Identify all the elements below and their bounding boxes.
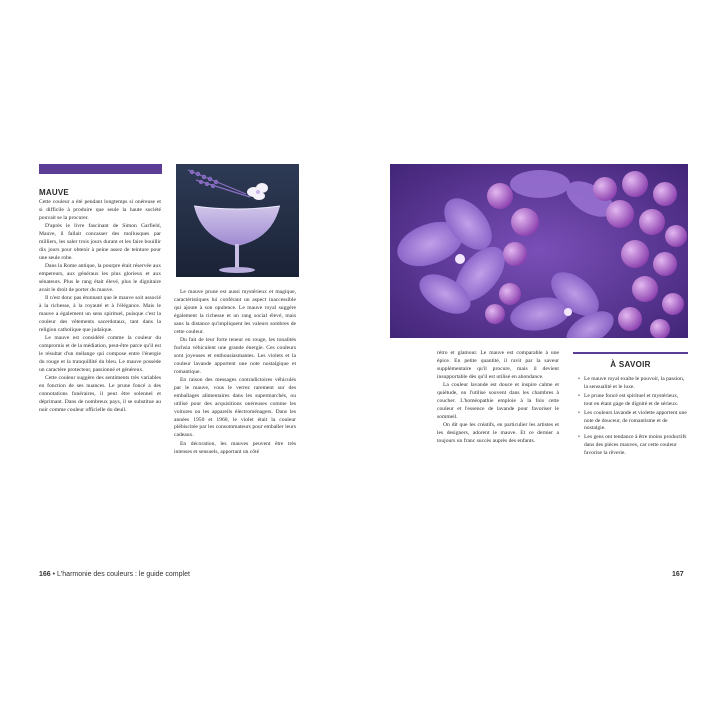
lilac-flowers-photo (390, 164, 688, 338)
paragraph: On dit que les créatifs, en particulier les artistes et les designers, adorent le mauve. Et ce dernier a toujours un franc succès auprès des enfants. (437, 422, 559, 444)
bullet: • (578, 392, 580, 399)
list-item-text: Les couleurs lavande et violette apportent une note de douceur, de romantisme et de nostalgie. (584, 409, 687, 432)
paragraph: La couleur lavande est douce et inspire calme et quiétude, on l'utilise souvent dans les chambres à coucher. L'homéopathie emploie à la fois cette couleur et l'essence de lavande pour favoriser le sommeil. (437, 382, 559, 420)
list-item (578, 393, 688, 409)
list-item-text: Le prune foncé est spirituel et mystérieux, tout en étant gage de dignité et de sérieux. (584, 392, 679, 407)
list-item (578, 376, 688, 392)
right-footer (672, 571, 684, 578)
bullet: • (578, 409, 580, 416)
paragraph: D'après le livre fascinant de Simon Garfield, Mauve, il fallait concasser des mollusques par milliers, les saler trois jours durant et les faire bouillir dix jours pour obtenir à peine assez de teinture pour une seule robe. (39, 223, 161, 261)
left-column-2 (174, 289, 296, 457)
section-heading: MAUVE (39, 188, 69, 197)
lavender-cocktail-photo (176, 164, 299, 277)
list-item (578, 410, 688, 434)
list-item-text: Le mauve royal exalte le pouvoir, la passion, la sensualité et le luxe. (584, 376, 685, 390)
heading-accent-bar (39, 164, 162, 174)
paragraph: Il n'est donc pas étonnant que le mauve soit associé à la richesse, à la royauté et à l'élégance. Mais le mauve a également un sens spirituel, puisque c'est la couleur des vêtements sacerdotaux, tant dans la religion catholique que judaïque. (39, 295, 161, 333)
paragraph: rétro et glamour. Le mauve est comparable à une épice. En petite quantité, il ravit par la saveur supplémentaire qu'il procure, mais il devient insupportable dès qu'il est utilisé en abondance. (437, 350, 559, 380)
bullet: • (578, 434, 580, 441)
page-number: 167 (672, 571, 684, 578)
right-column-1 (437, 350, 559, 446)
paragraph: Cette couleur a été pendant longtemps si onéreuse et si difficile à produire que seule la haute société pouvait se la procurer. (39, 199, 161, 221)
aside-list (578, 376, 688, 459)
bullet: • (578, 376, 580, 382)
aside-accent-line (573, 352, 688, 354)
left-column-1 (39, 199, 161, 415)
paragraph: En raison des messages contradictoires véhiculés par le mauve, vous le verrez rarement sur des emballages alimentaires dans les supermarchés, ou utilisé pour des acquisitions onéreuses comme les voitures ou les appareils électroménagers. Dans les années 1950 et 1960, le violet était la couleur plébiscitée par les consommateurs pour emballer leurs cadeaux. (174, 376, 296, 439)
left-footer (39, 571, 190, 578)
paragraph: Le mauve est considéré comme la couleur du compromis et de la médiation, peut-être parce qu'il est le résultat d'un mélange qui compose entre l'énergie du rouge et la tranquillité du bleu. Le mauve possède un caractère protecteur, passionné et généreux. (39, 335, 161, 374)
paragraph: Le mauve prune est aussi mystérieux et magique, caractéristiques lui conférant un aspect inaccessible qui ajoute à son opulence. Le mauve royal suggère également la richesse et un rang social élevé, mais sans la distance qu'impliquent les valeurs sombres de cette couleur. (174, 289, 296, 335)
paragraph: Dans la Rome antique, la pourpre était réservée aux empereurs, aux généraux les plus glorieux et aux sénateurs. Plus le rang était élevé, plus le dignitaire avait le droit de porter du mauve. (39, 263, 161, 293)
aside-title: À SAVOIR (610, 360, 651, 369)
paragraph: Cette couleur suggère des sentiments très variables en fonction de ses nuances. Le prune foncé a des connotations funéraires, il peut être solennel et déprimant. Dans de nombreux pays, il se substitue au noir comme couleur officielle du deuil. (39, 375, 161, 414)
footer-separator: • (52, 571, 56, 578)
paragraph: Du fait de leur forte teneur en rouge, les tonalités fuchsia véhiculent une grande énergie. Ces couleurs sont joyeuses et enthousiasmantes. Les violets et la couleur lavande apportent une note nostalgique et romantique. (174, 336, 296, 375)
list-item (578, 434, 688, 458)
list-item-text: Les gens ont tendance à être moins productifs dans des pièces mauves, car cette couleur favorise la rêverie. (584, 434, 687, 457)
paragraph: En décoration, les mauves peuvent être très intenses et sensuels, apportant un côté (174, 440, 296, 455)
book-title: L'harmonie des couleurs : le guide complet (57, 571, 190, 578)
page-number: 166 (39, 571, 51, 578)
